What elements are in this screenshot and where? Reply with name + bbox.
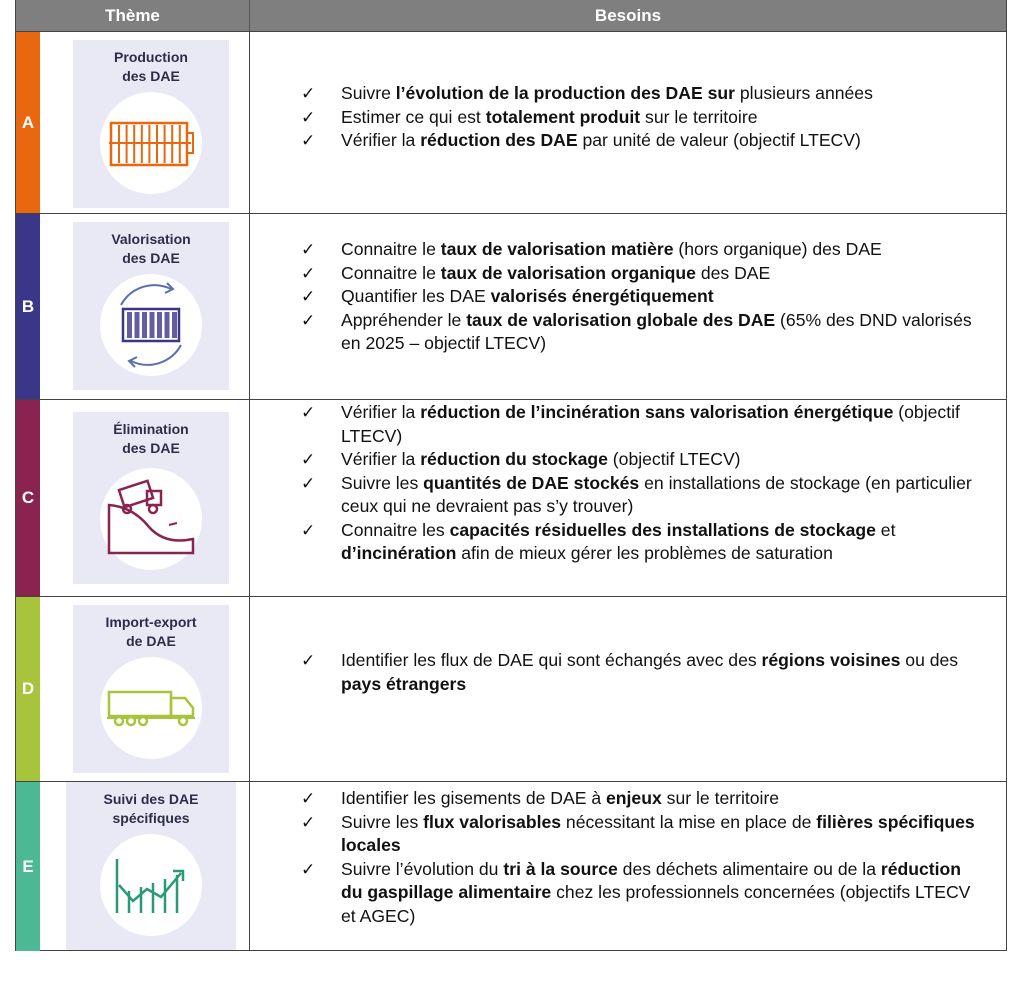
list-item: ✓ Identifier les gisements de DAE à enjeux sur le territoire	[293, 787, 986, 811]
checkmark-icon: ✓	[301, 812, 316, 832]
needs-list	[293, 787, 986, 928]
header-theme: Thème	[16, 0, 250, 31]
table-row	[16, 213, 1006, 399]
checkmark-icon: ✓	[301, 403, 316, 422]
table-row	[16, 31, 1006, 213]
needs-table	[15, 0, 1007, 951]
theme-letter: C	[16, 400, 40, 596]
list-item: ✓ Connaitre les capacités résiduelles des installations de stockage et d’incinération afin de mieux gérer les problèmes de saturation	[301, 519, 896, 563]
list-item: ✓ Appréhender le taux de valorisation globale des DAE (65% des DND valorisés en 2025 – objectif LTECV)	[301, 309, 972, 353]
table-row	[16, 781, 1006, 951]
recycling-container-icon	[101, 275, 201, 380]
checkmark-icon: ✓	[301, 520, 316, 540]
landfill-truck-icon	[103, 479, 199, 564]
list-item: ✓ Suivre les flux valorisables nécessitant la mise en place de filières spécifiques locales	[301, 811, 975, 855]
checkmark-icon: ✓	[301, 263, 316, 283]
list-item: ✓ Vérifier la réduction des DAE par unité de valeur (objectif LTECV)	[293, 129, 986, 153]
container-icon	[105, 115, 197, 176]
needs-list	[293, 238, 986, 356]
column-divider	[249, 782, 250, 951]
needs-list	[293, 401, 986, 566]
checkmark-icon: ✓	[301, 131, 316, 150]
checkmark-icon: ✓	[301, 789, 316, 808]
column-divider	[249, 597, 250, 781]
column-divider	[249, 400, 250, 596]
header-needs: Besoins	[594, 6, 662, 25]
theme-card	[66, 782, 236, 950]
checkmark-icon: ✓	[301, 473, 316, 493]
table-header	[16, 0, 1006, 31]
checkmark-icon: ✓	[301, 859, 316, 879]
list-item: ✓ Connaitre le taux de valorisation organique des DAE	[293, 262, 986, 286]
theme-card-title: Suivi des DAE spécifiques	[103, 791, 199, 826]
list-item: ✓ Suivre les quantités de DAE stockés en installations de stockage (en particulier ceux qui ne devraient pas s’y trouver)	[301, 472, 972, 516]
list-item: ✓ Suivre l’évolution du tri à la source des déchets alimentaire ou de la réduction du gaspillage alimentaire chez les professionnels concernées (objectifs LTECV et AGEC)	[301, 858, 971, 926]
needs-list	[293, 649, 986, 696]
theme-card-title: Élimination des DAE	[113, 421, 189, 456]
needs-list	[293, 82, 986, 153]
theme-card-title: Valorisation des DAE	[111, 231, 191, 266]
checkmark-icon: ✓	[301, 240, 316, 259]
growth-chart-icon	[111, 855, 191, 920]
theme-card	[73, 412, 229, 584]
theme-letter: B	[16, 214, 40, 399]
theme-card-title: Import-export de DAE	[105, 614, 197, 649]
checkmark-icon: ✓	[301, 651, 316, 670]
theme-card	[73, 222, 229, 390]
checkmark-icon: ✓	[301, 287, 316, 306]
checkmark-icon: ✓	[301, 310, 316, 330]
list-item: ✓ Estimer ce qui est totalement produit sur le territoire	[293, 106, 986, 130]
theme-letter: E	[16, 782, 40, 951]
column-divider	[249, 32, 250, 213]
theme-card	[73, 605, 229, 773]
checkmark-icon: ✓	[301, 450, 316, 469]
theme-card-title: Production des DAE	[114, 49, 188, 84]
theme-letter: A	[16, 32, 40, 213]
theme-letter: D	[16, 597, 40, 781]
list-item: ✓ Identifier les flux de DAE qui sont échangés avec des régions voisines ou des pays étrangers	[301, 650, 959, 694]
checkmark-icon: ✓	[301, 84, 316, 103]
table-row	[16, 596, 1006, 781]
table-row	[16, 399, 1006, 596]
list-item: ✓ Quantifier les DAE valorisés énergétiquement	[293, 285, 986, 309]
list-item: ✓ Suivre l’évolution de la production des DAE sur plusieurs années	[293, 82, 986, 106]
list-item: ✓ Vérifier la réduction de l’incinération sans valorisation énergétique (objectif LTECV)	[301, 402, 960, 446]
theme-card	[73, 40, 229, 208]
list-item: ✓ Vérifier la réduction du stockage (objectif LTECV)	[293, 448, 986, 472]
truck-icon	[105, 688, 197, 733]
column-divider	[249, 214, 250, 399]
list-item: ✓ Connaitre le taux de valorisation matière (hors organique) des DAE	[293, 238, 986, 262]
checkmark-icon: ✓	[301, 107, 316, 127]
